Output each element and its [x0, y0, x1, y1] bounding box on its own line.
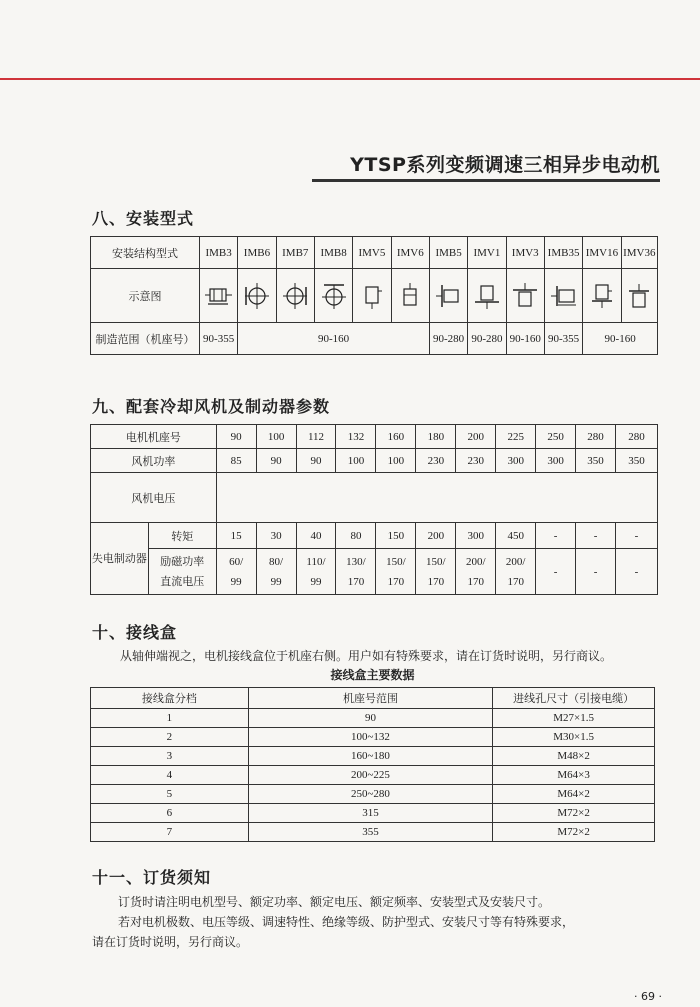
frame-value: 112 — [296, 425, 336, 449]
fan-power-value: 90 — [256, 449, 296, 473]
diagram-label: 示意图 — [91, 269, 200, 323]
motor-ceiling-mount-icon — [319, 281, 349, 311]
grade-cell: 2 — [91, 728, 249, 747]
exc-dc-cell — [216, 549, 256, 595]
range-value: 90-160 — [506, 323, 544, 355]
excitation-value: 150/ — [426, 555, 446, 568]
excitation-value: 200/ — [465, 555, 486, 568]
dc-voltage-value: 170 — [387, 575, 405, 588]
mount-type: IMB3 — [199, 237, 237, 269]
torque-value: - — [616, 523, 658, 549]
frame-range-cell: 160~180 — [248, 747, 493, 766]
mount-type: IMB35 — [544, 237, 582, 269]
mounting-type-label: 安装结构型式 — [91, 237, 200, 269]
torque-value: 40 — [296, 523, 336, 549]
exc-dc-cell — [576, 549, 616, 595]
frame-value: 180 — [416, 425, 456, 449]
diagram-cell — [621, 269, 657, 323]
hole-size-cell: M48×2 — [493, 747, 655, 766]
diagram-cell — [238, 269, 276, 323]
frame-value: 200 — [456, 425, 496, 449]
excitation-value: 110/ — [306, 555, 326, 568]
frame-value: 100 — [256, 425, 296, 449]
hole-size-cell: M64×3 — [493, 766, 655, 785]
range-value: 90-355 — [544, 323, 582, 355]
motor-wall-mount-icon — [280, 281, 310, 311]
torque-value: 150 — [376, 523, 416, 549]
range-value: 90-280 — [468, 323, 506, 355]
mount-type: IMV5 — [353, 237, 391, 269]
exc-dc-cell — [336, 549, 376, 595]
excitation-value: 60/ — [229, 555, 244, 568]
mount-type: IMB5 — [429, 237, 467, 269]
frame-range-cell: 100~132 — [248, 728, 493, 747]
fan-brake-table — [90, 424, 658, 595]
torque-value: 80 — [336, 523, 376, 549]
diagram-cell — [353, 269, 391, 323]
mount-type: IMV3 — [506, 237, 544, 269]
diagram-cell — [544, 269, 582, 323]
table-row — [91, 804, 655, 823]
motor-vertical-flange-icon — [624, 281, 654, 311]
fan-power-value: 230 — [456, 449, 496, 473]
fan-voltage-value — [216, 473, 657, 523]
diagram-cell — [391, 269, 429, 323]
fan-power-value: 230 — [416, 449, 456, 473]
col-header: 进线孔尺寸（引接电缆） — [493, 688, 655, 709]
dc-voltage-value: 99 — [230, 575, 242, 588]
fan-voltage-label: 风机电压 — [91, 473, 217, 523]
torque-value: 15 — [216, 523, 256, 549]
frame-value: 160 — [376, 425, 416, 449]
grade-cell: 5 — [91, 785, 249, 804]
diagram-cell — [199, 269, 237, 323]
diagram-cell — [506, 269, 544, 323]
fan-power-value: 100 — [336, 449, 376, 473]
header-rule — [0, 78, 700, 80]
excitation-value: - — [553, 565, 558, 578]
exc-dc-cell — [416, 549, 456, 595]
frame-value: 132 — [336, 425, 376, 449]
grade-cell: 7 — [91, 823, 249, 842]
table-row — [91, 728, 655, 747]
table-row — [91, 747, 655, 766]
range-value: 90-160 — [583, 323, 658, 355]
frame-range-cell: 90 — [248, 709, 493, 728]
diagram-cell — [429, 269, 467, 323]
torque-value: - — [536, 523, 576, 549]
table-row — [91, 785, 655, 804]
exc-dc-cell — [456, 549, 496, 595]
motor-foot-flange-icon — [549, 281, 579, 311]
fan-power-value: 300 — [536, 449, 576, 473]
torque-value: 300 — [456, 523, 496, 549]
exc-dc-label-cell — [148, 549, 216, 595]
exc-dc-cell — [496, 549, 536, 595]
excitation-value: - — [634, 565, 639, 578]
page-number: · 69 · — [634, 990, 662, 1003]
grade-cell: 3 — [91, 747, 249, 766]
document-title: YTSP系列变频调速三相异步电动机 — [350, 154, 660, 176]
grade-cell: 1 — [91, 709, 249, 728]
range-value: 90-280 — [429, 323, 467, 355]
dc-voltage-value: 170 — [507, 575, 524, 588]
table-row — [91, 709, 655, 728]
exc-dc-cell — [616, 549, 658, 595]
motor-flange-vertical-icon — [472, 281, 502, 311]
order-note-3: 请在订货时说明，另行商议。 — [92, 935, 249, 949]
section-10-heading: 十、接线盒 — [92, 623, 178, 642]
motor-vertical-icon — [395, 281, 425, 311]
order-note-1: 订货时请注明电机型号、额定功率、额定电压、额定频率、安装型式及安装尺寸。 — [118, 895, 551, 909]
brake-label: 失电制动器 — [91, 523, 149, 595]
table-row — [91, 823, 655, 842]
excitation-value: 200/ — [505, 555, 526, 568]
mount-type: IMB6 — [238, 237, 276, 269]
mount-type: IMV1 — [468, 237, 506, 269]
frame-label: 电机机座号 — [91, 425, 217, 449]
section-9-heading: 九、配套冷却风机及制动器参数 — [92, 397, 331, 416]
mount-type: IMB7 — [276, 237, 314, 269]
frame-value: 280 — [616, 425, 658, 449]
diagram-cell — [276, 269, 314, 323]
diagram-cell — [314, 269, 352, 323]
grade-cell: 6 — [91, 804, 249, 823]
excitation-value: 150/ — [386, 555, 406, 568]
fan-power-value: 300 — [496, 449, 536, 473]
diagram-cell — [468, 269, 506, 323]
hole-size-cell: M72×2 — [493, 823, 655, 842]
frame-range-cell: 355 — [248, 823, 493, 842]
dc-voltage-value: 170 — [347, 575, 365, 588]
junction-table-title: 接线盒主要数据 — [330, 668, 415, 682]
range-value: 90-355 — [199, 323, 237, 355]
excitation-value: 80/ — [269, 555, 284, 568]
excitation-value: 130/ — [346, 555, 366, 568]
range-value: 90-160 — [238, 323, 430, 355]
motor-foot-mount-icon — [204, 284, 234, 308]
hole-size-cell: M64×2 — [493, 785, 655, 804]
dc-voltage-value: 99 — [270, 575, 282, 588]
motor-vertical-icon — [357, 281, 387, 311]
grade-cell: 4 — [91, 766, 249, 785]
frame-value: 225 — [496, 425, 536, 449]
mount-type: IMV36 — [621, 237, 657, 269]
order-note-2: 若对电机极数、电压等级、调速特性、绝缘等级、防护型式、安装尺寸等有特殊要求， — [118, 915, 575, 929]
torque-value: 30 — [256, 523, 296, 549]
fan-power-value: 100 — [376, 449, 416, 473]
junction-box-description: 从轴伸端视之，电机接线盒位于机座右侧。用户如有特殊要求，请在订货时说明，另行商议。 — [120, 649, 613, 663]
mount-type: IMB8 — [314, 237, 352, 269]
frame-value: 280 — [576, 425, 616, 449]
dc-voltage-value: 170 — [467, 575, 484, 588]
torque-value: 450 — [496, 523, 536, 549]
frame-range-cell: 200~225 — [248, 766, 493, 785]
dc-voltage-value: 99 — [310, 575, 322, 588]
title-underline — [312, 179, 660, 182]
exc-dc-cell — [296, 549, 336, 595]
motor-wall-mount-icon — [242, 281, 272, 311]
dc-voltage-value: 170 — [427, 575, 445, 588]
table-row — [91, 766, 655, 785]
frame-range-cell: 315 — [248, 804, 493, 823]
section-8-heading: 八、安装型式 — [92, 209, 195, 228]
hole-size-cell: M30×1.5 — [493, 728, 655, 747]
fan-power-value: 350 — [576, 449, 616, 473]
frame-value: 250 — [536, 425, 576, 449]
torque-value: 200 — [416, 523, 456, 549]
col-header: 接线盒分档 — [91, 688, 249, 709]
torque-label: 转矩 — [148, 523, 216, 549]
excitation-value: - — [593, 565, 598, 578]
exc-dc-cell — [376, 549, 416, 595]
hole-size-cell: M72×2 — [493, 804, 655, 823]
motor-flange-icon — [434, 281, 464, 311]
torque-value: - — [576, 523, 616, 549]
fan-power-value: 350 — [616, 449, 658, 473]
motor-flange-vertical-icon — [510, 281, 540, 311]
mount-type: IMV6 — [391, 237, 429, 269]
dc-voltage-label: 直流电压 — [160, 574, 205, 588]
col-header: 机座号范围 — [248, 688, 493, 709]
mounting-table — [90, 236, 658, 355]
frame-value: 90 — [216, 425, 256, 449]
hole-size-cell: M27×1.5 — [493, 709, 655, 728]
range-label: 制造范围（机座号） — [91, 323, 200, 355]
excitation-label: 励磁功率 — [160, 554, 205, 568]
mount-type: IMV16 — [583, 237, 621, 269]
fan-power-label: 风机功率 — [91, 449, 217, 473]
junction-box-table — [90, 687, 655, 842]
fan-power-value: 90 — [296, 449, 336, 473]
exc-dc-cell — [256, 549, 296, 595]
motor-vertical-flange-icon — [587, 281, 617, 311]
exc-dc-cell — [536, 549, 576, 595]
diagram-cell — [583, 269, 621, 323]
section-11-heading: 十一、订货须知 — [92, 868, 212, 887]
frame-range-cell: 250~280 — [248, 785, 493, 804]
fan-power-value: 85 — [216, 449, 256, 473]
